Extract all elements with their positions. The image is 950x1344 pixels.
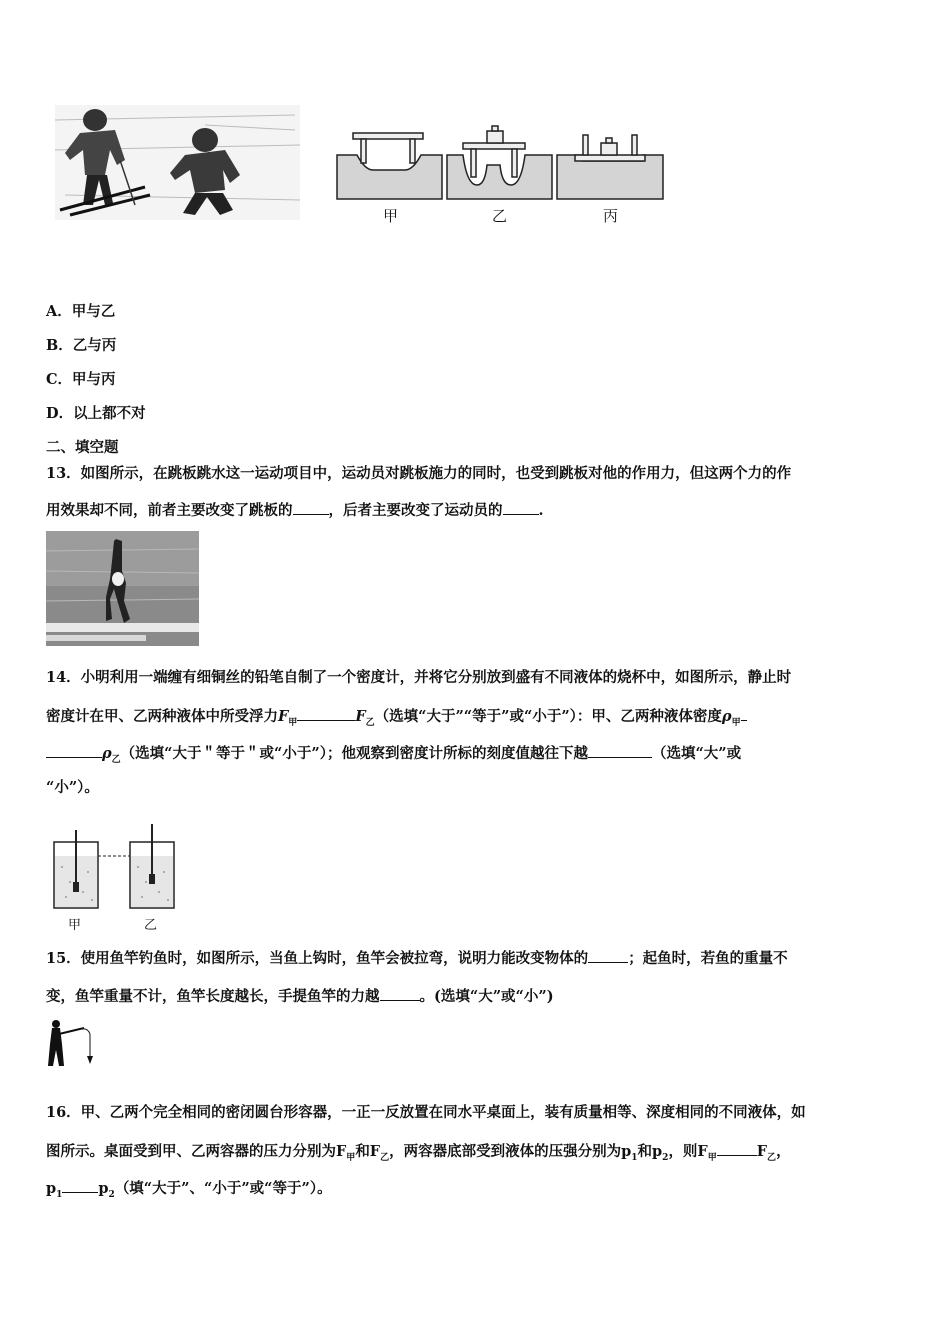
q16-line2: 图所示。桌面受到甲、乙两容器的压力分别为$F_甲$和$F_乙$，两容器底部受到液体的压强分别为$p_1$和$p_2$，则$F_甲$ $F_乙$， <box>46 1143 791 1163</box>
q14-sub-yi: 乙 <box>365 717 375 728</box>
snow-people-image <box>55 105 300 220</box>
q14-rho-sub-jia: 甲 <box>731 717 741 728</box>
q16-sub-2: 2 <box>662 1152 669 1163</box>
hydro-label-jia: 甲 <box>68 918 82 933</box>
q13-blank-2[interactable] <box>503 500 539 515</box>
q16-sub-1: 1 <box>631 1152 638 1163</box>
q14-rho-yi: ρ <box>102 745 112 762</box>
q14-text-d: （选填“大”或 <box>651 745 742 762</box>
q14-blank-3[interactable] <box>588 743 652 758</box>
q14-text-a: 密度计在甲、乙两种液体中所受浮力 <box>46 708 278 725</box>
q14-text-c: （选填“大于＂等于＂或“小于”）；他观察到密度计所标的刻度值越往下越 <box>120 745 588 762</box>
label-yi: 乙 <box>492 207 508 225</box>
q16-p2: p <box>98 1180 109 1197</box>
q16-line1: 16．甲、乙两个完全相同的密闭圆台形容器，一正一反放置在同水平桌面上，装有质量相等、深度相同的不同液体，如 <box>46 1104 806 1121</box>
q15-text-a: 15．使用鱼竿钓鱼时，如图所示，当鱼上钩时，鱼竿会被拉弯，说明力能改变物体的 <box>46 950 589 967</box>
q15-text-b: ；起鱼时，若鱼的重量不 <box>628 950 788 967</box>
q16-blank-2[interactable] <box>62 1178 98 1193</box>
option-d: D．以上都不对 <box>46 405 146 422</box>
hydrometer-beakers-diagram <box>48 822 198 932</box>
q14-line2 <box>46 706 747 733</box>
q14-f-jia: F <box>278 708 289 725</box>
hydro-label-yi: 乙 <box>144 918 158 933</box>
q16-sub-jia: 甲 <box>346 1152 356 1163</box>
q14-line4: “小”）。 <box>46 779 99 796</box>
q16-sub-jia-2: 甲 <box>707 1152 717 1163</box>
q14-blank-1[interactable] <box>297 706 355 721</box>
q15-blank-1[interactable] <box>588 948 628 963</box>
q16-text-f: （填“大于”、“小于”或“等于”）。 <box>114 1180 332 1197</box>
label-jia: 甲 <box>383 207 399 225</box>
q16-text-e: ，则F <box>668 1143 708 1160</box>
q16-text-d: 和p <box>637 1143 663 1160</box>
q16-p1: p <box>46 1180 57 1197</box>
q14-blank-2a[interactable] <box>741 706 747 721</box>
q15-blank-2[interactable] <box>380 986 420 1001</box>
diving-photo <box>46 531 199 646</box>
q13-line1: 13．如图所示，在跳板跳水这一运动项目中，运动员对跳板施力的同时，也受到跳板对他的作用力，但这两个力的作 <box>46 465 792 482</box>
q13-text-a: 用效果却不同，前者主要改变了跳板的 <box>46 502 293 519</box>
q14-blank-2[interactable] <box>46 743 102 758</box>
q16-comma: ， <box>776 1143 791 1160</box>
q15-text-d: 。(选填“大”或“小”) <box>419 988 554 1005</box>
option-c: C．甲与丙 <box>46 371 116 388</box>
section-title: 二、填空题 <box>46 439 119 456</box>
q16-text-c: ，两容器底部受到液体的压强分别为p <box>389 1143 632 1160</box>
q14-rho-sub-yi: 乙 <box>111 754 121 765</box>
q15-text-c: 变，鱼竿重量不计，鱼竿长度越长，手提鱼竿的力越 <box>46 988 380 1005</box>
option-b: B．乙与丙 <box>46 337 117 354</box>
label-bing: 丙 <box>603 207 619 225</box>
q16-sub-p2: 2 <box>108 1189 115 1200</box>
q16-sub-p1: 1 <box>56 1189 63 1200</box>
q13-text-b: ，后者主要改变了运动员的 <box>328 502 503 519</box>
fishing-figure <box>44 1018 104 1070</box>
q14-rho-jia: ρ <box>721 708 732 725</box>
q13-text-c: . <box>538 502 544 519</box>
q16-sub-yi-2: 乙 <box>767 1152 777 1163</box>
q14-line1: 14．小明利用一端缠有细铜丝的铅笔自制了一个密度计，并将它分别放到盛有不同液体的烧杯中，如图所示，静止时 <box>46 669 792 686</box>
q16-text-b: 和F <box>355 1143 381 1160</box>
q15-line1 <box>46 948 788 969</box>
option-a: A．甲与乙 <box>46 303 116 320</box>
q14-text-b: （选填“大于”“等于”或“小于”）：甲、乙两种液体密度 <box>374 708 722 725</box>
q15-line2 <box>46 986 554 1007</box>
q16-sub-yi: 乙 <box>380 1152 390 1163</box>
q16-blank-1[interactable] <box>717 1141 757 1156</box>
q13-blank-1[interactable] <box>293 500 329 515</box>
q14-sub-jia: 甲 <box>288 717 298 728</box>
q16-text-a: 图所示。桌面受到甲、乙两容器的压力分别为F <box>46 1143 347 1160</box>
q14-line3 <box>46 743 741 770</box>
q16-line3 <box>46 1178 332 1205</box>
q14-f-yi: F <box>355 708 366 725</box>
sponge-pressure-diagram <box>335 125 670 230</box>
q13-line2 <box>46 500 544 521</box>
